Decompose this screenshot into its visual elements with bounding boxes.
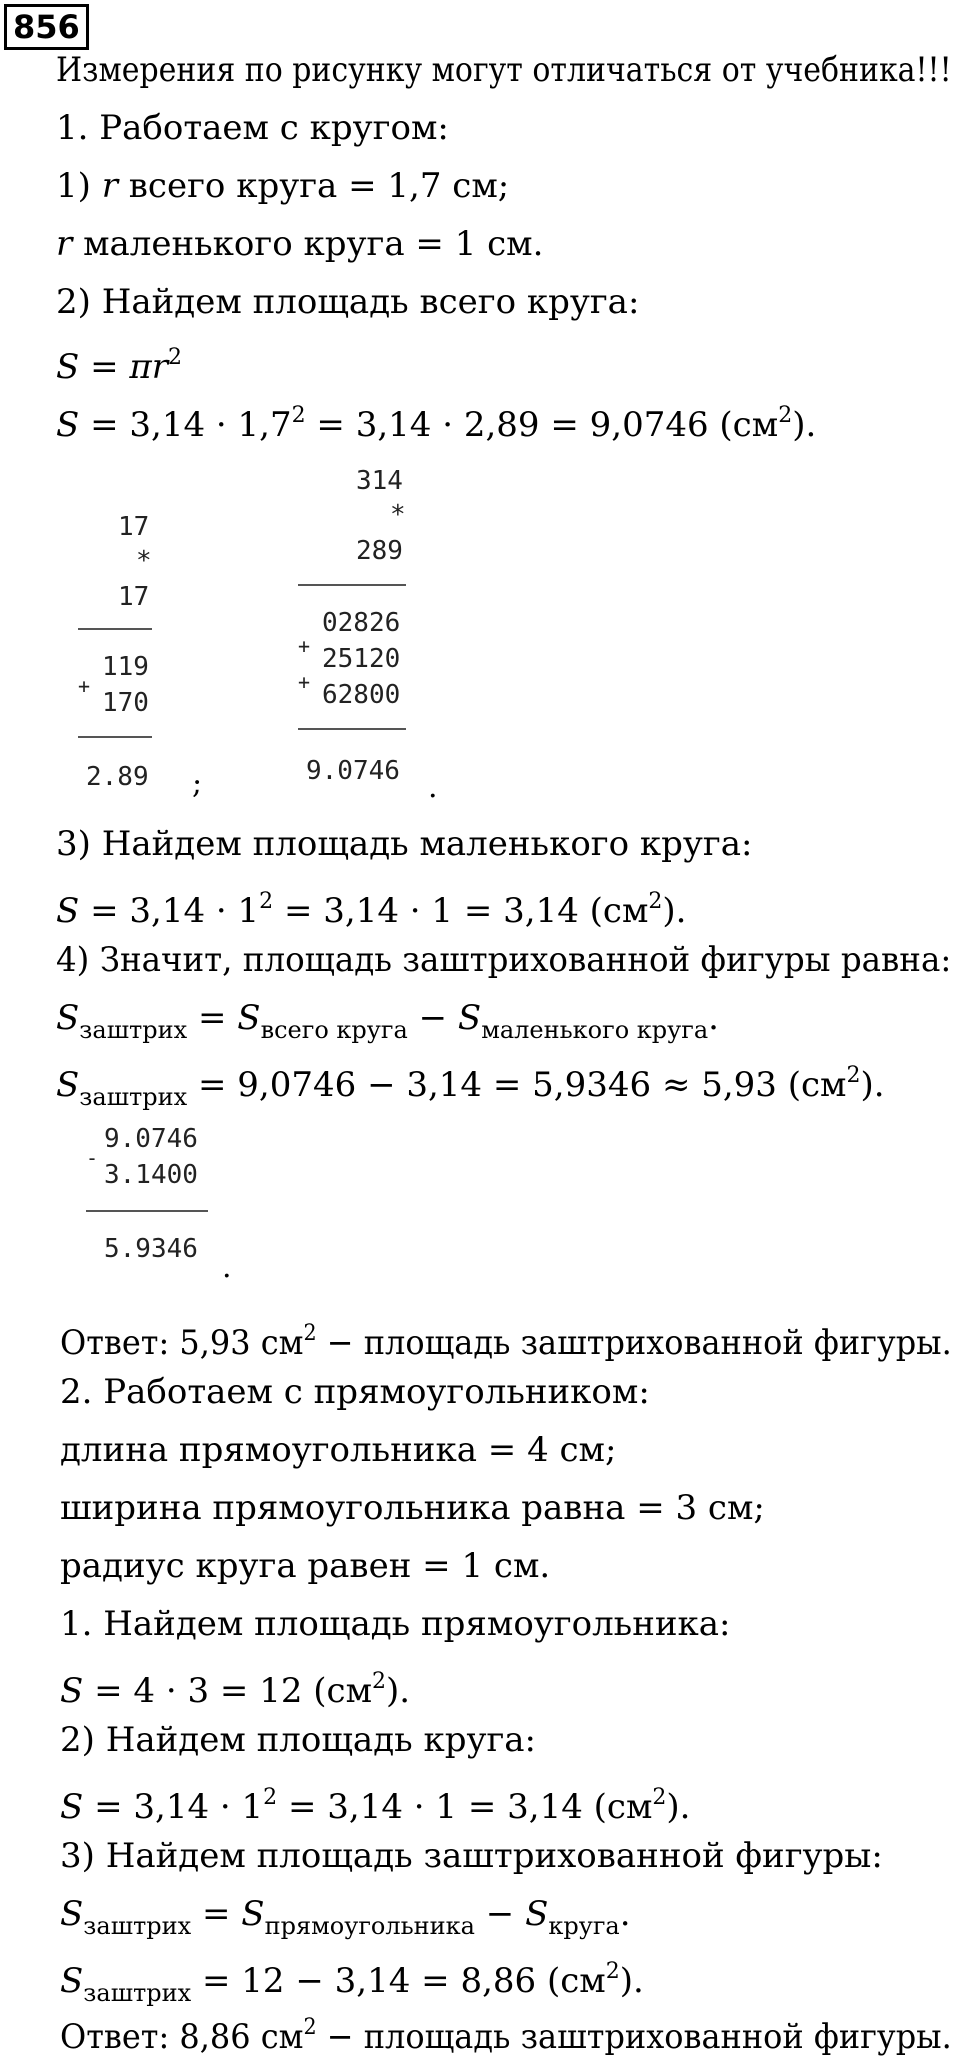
- mult2-result: 9.0746: [306, 756, 400, 786]
- subtr-result: 5.9346: [104, 1234, 198, 1264]
- part1-answer: [60, 1312, 952, 1365]
- formula-eq: =: [187, 998, 238, 1038]
- formula-s: S: [56, 998, 80, 1038]
- shaded-area-formula: [56, 996, 719, 1052]
- answer-text: Ответ: 5,93 см: [60, 1323, 304, 1363]
- calc-part: ).: [386, 1671, 411, 1711]
- calc-exp: 2: [778, 403, 793, 428]
- part1-step1-b: [56, 222, 543, 266]
- calc-part: ).: [860, 1065, 885, 1105]
- formula-lhs: S: [56, 347, 80, 387]
- calc-part: = 9,0746 − 3,14 = 5,9346 ≈ 5,93 (см: [187, 1065, 847, 1105]
- calc-part: = 3,14 · 1: [79, 891, 260, 931]
- calc-sub: заштрих: [83, 1979, 192, 2007]
- subtr-minus: -: [86, 1146, 99, 1170]
- mult2-b: 289: [356, 536, 403, 566]
- answer-text: Ответ: 8,86 см: [60, 2017, 304, 2057]
- calc-lhs: S: [60, 1961, 84, 2001]
- mult2-op: *: [390, 500, 406, 530]
- formula-exp: 2: [168, 345, 183, 370]
- calc-part: = 4 · 3 = 12 (см: [83, 1671, 373, 1711]
- mult2-a: 314: [356, 466, 403, 496]
- formula-s: S: [525, 1894, 549, 1934]
- mult1-rule-2: [78, 736, 152, 738]
- formula-end: .: [708, 998, 719, 1038]
- formula-sub: круга: [548, 1912, 620, 1940]
- mult1-partial-2: 170: [102, 688, 149, 718]
- mult2-after: .: [428, 770, 438, 805]
- rect-length: длина прямоугольника = 4 см;: [60, 1430, 617, 1470]
- part1-step3: 3) Найдем площадь маленького круга:: [56, 824, 753, 864]
- formula-s: S: [237, 998, 261, 1038]
- calc-part: = 12 − 3,14 = 8,86 (см: [191, 1961, 606, 2001]
- formula-minus: −: [474, 1894, 526, 1934]
- formula-s: S: [241, 1894, 265, 1934]
- subtr-rule: [86, 1210, 208, 1212]
- formula-end: .: [619, 1894, 631, 1934]
- calc-lhs: S: [56, 405, 80, 445]
- calc-lhs: S: [56, 891, 80, 931]
- small-circle-calc: [56, 880, 686, 933]
- formula-sub: прямоугольника: [264, 1912, 475, 1940]
- rect-area-calc: [60, 1660, 410, 1713]
- part2-step2: 2) Найдем площадь круга:: [60, 1720, 537, 1760]
- mult2-partial-3: 62800: [322, 680, 401, 710]
- calc-exp: 2: [259, 889, 274, 914]
- calc-exp: 2: [846, 1063, 861, 1088]
- formula-sub: заштрих: [79, 1016, 188, 1044]
- mult1-partial-1: 119: [102, 652, 149, 682]
- circle-radius: радиус круга равен = 1 см.: [60, 1546, 551, 1586]
- calc-part: = 3,14 · 1,7: [79, 405, 292, 445]
- formula-s: S: [457, 998, 482, 1038]
- calc-part: = 3,14 · 1 = 3,14 (см: [277, 1787, 653, 1827]
- answer-text: − площадь заштрихованной фигуры.: [316, 1323, 952, 1363]
- part1-step2: 2) Найдем площадь всего круга:: [56, 282, 640, 322]
- answer-exp: 2: [303, 2015, 317, 2040]
- calc-exp: 2: [648, 889, 663, 914]
- formula-eq: =: [79, 347, 130, 387]
- mult2-plus-2: +: [298, 670, 311, 694]
- part2-step3: 3) Найдем площадь заштрихованной фигуры:: [60, 1836, 883, 1876]
- mult2-plus-1: +: [298, 634, 311, 658]
- calc-part: ).: [619, 1961, 644, 2001]
- calc-lhs: S: [56, 1065, 80, 1105]
- mult1-a: 17: [118, 512, 150, 542]
- subtr-b: 3.1400: [104, 1160, 198, 1190]
- calc-exp: 2: [652, 1785, 667, 1810]
- subtr-a: 9.0746: [104, 1124, 198, 1154]
- formula-sub: заштрих: [83, 1912, 192, 1940]
- formula-s: S: [60, 1894, 84, 1934]
- calc-part: ).: [666, 1787, 691, 1827]
- calc-lhs: S: [60, 1787, 84, 1827]
- big-circle-calc: [56, 394, 816, 447]
- formula-sub: маленького круга: [481, 1016, 709, 1044]
- step-text: всего круга = 1,7 см;: [117, 166, 510, 206]
- calc-sub: заштрих: [79, 1083, 188, 1111]
- mult1-rule-1: [78, 628, 152, 630]
- part1-heading: 1. Работаем с кругом:: [56, 108, 449, 148]
- disclaimer: Измерения по рисунку могут отличаться от учебника!!!: [56, 50, 952, 90]
- answer-text: − площадь заштрихованной фигуры.: [316, 2017, 952, 2057]
- radius-var: r: [101, 166, 118, 206]
- mult2-partial-2: 25120: [322, 644, 401, 674]
- part1-step1-a: [56, 164, 509, 208]
- shaded-area-calc: [56, 1054, 885, 1119]
- part2-heading: 2. Работаем с прямоугольником:: [60, 1372, 650, 1412]
- mult1-plus: +: [78, 674, 91, 698]
- part2-shaded-formula: [60, 1892, 631, 1948]
- step-text: маленького круга = 1 см.: [72, 224, 544, 264]
- calc-exp: 2: [605, 1959, 620, 1984]
- calc-part: = 3,14 · 2,89 = 9,0746 (см: [305, 405, 779, 445]
- mult2-partial-1: 02826: [322, 608, 401, 638]
- mult2-rule-2: [298, 728, 406, 730]
- calc-part: = 3,14 · 1 = 3,14 (см: [273, 891, 649, 931]
- mult1-after: ;: [192, 766, 203, 801]
- calc-exp: 2: [263, 1785, 278, 1810]
- formula-minus: −: [407, 998, 458, 1038]
- formula-sub: всего круга: [260, 1016, 408, 1044]
- calc-part: ).: [662, 891, 687, 931]
- formula-r: r: [151, 347, 169, 387]
- calc-part: ).: [792, 405, 817, 445]
- mult1-result: 2.89: [86, 762, 149, 792]
- circle-area-calc: [60, 1776, 690, 1829]
- part2-step1: 1. Найдем площадь прямоугольника:: [60, 1604, 731, 1644]
- calc-exp: 2: [291, 403, 306, 428]
- task-number: 856: [4, 4, 89, 50]
- radius-var: r: [56, 224, 73, 264]
- step-label: 1): [56, 166, 102, 206]
- mult1-op: *: [136, 546, 152, 576]
- part1-step4: 4) Значит, площадь заштрихованной фигуры равна:: [56, 940, 952, 980]
- subtr-after: .: [222, 1250, 232, 1285]
- calc-lhs: S: [60, 1671, 84, 1711]
- rect-width: ширина прямоугольника равна = 3 см;: [60, 1488, 765, 1528]
- mult1-b: 17: [118, 582, 150, 612]
- formula-eq: =: [191, 1894, 242, 1934]
- calc-exp: 2: [372, 1669, 387, 1694]
- calc-part: = 3,14 · 1: [83, 1787, 264, 1827]
- answer-exp: 2: [303, 1321, 317, 1346]
- area-formula: [56, 336, 182, 389]
- mult2-rule-1: [298, 584, 406, 586]
- part2-answer: [60, 2006, 952, 2059]
- formula-pi: π: [129, 347, 152, 387]
